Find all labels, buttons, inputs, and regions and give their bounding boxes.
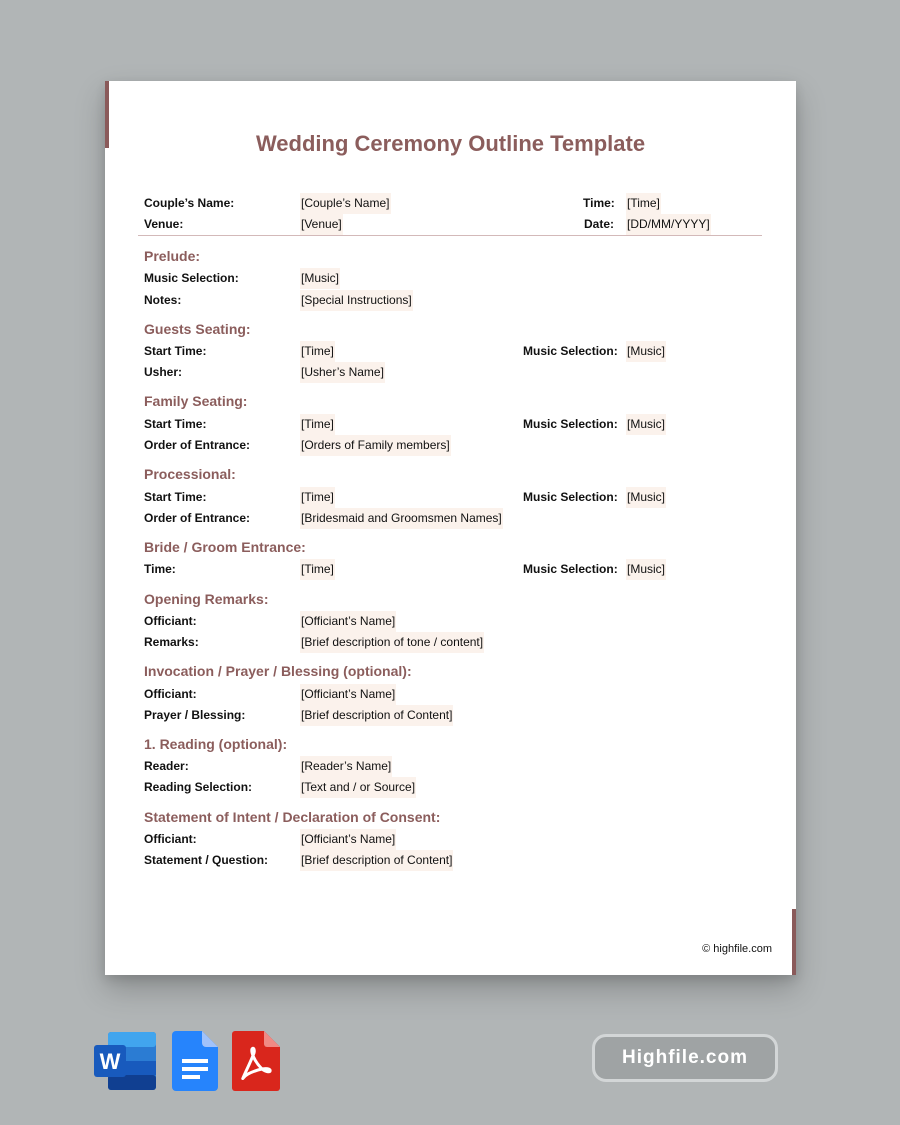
- field-label: Start Time:: [144, 344, 207, 358]
- word-letter: W: [99, 1049, 121, 1074]
- section-row: [105, 829, 796, 850]
- section-row: [105, 290, 796, 311]
- field-value: [Time]: [300, 559, 335, 580]
- section-title-family-seating: Family Seating:: [144, 393, 248, 409]
- field-label: Music Selection:: [144, 271, 239, 285]
- document-page: [105, 81, 796, 975]
- venue-value: [Venue]: [300, 214, 343, 235]
- field-value: [Officiant’s Name]: [300, 684, 396, 705]
- field-label: Reader:: [144, 759, 189, 773]
- date-label: Date:: [584, 217, 615, 231]
- field-label-secondary: Music Selection:: [523, 344, 618, 358]
- date-value: [DD/MM/YYYY]: [626, 214, 711, 235]
- field-label: Start Time:: [144, 490, 207, 504]
- field-value: [Special Instructions]: [300, 290, 413, 311]
- field-value-secondary: [Music]: [626, 414, 666, 435]
- field-value: [Brief description of Content]: [300, 850, 453, 871]
- venue-label: Venue:: [144, 217, 184, 231]
- field-label: Start Time:: [144, 417, 207, 431]
- section-title-opening-remarks: Opening Remarks:: [144, 591, 269, 607]
- section-row: [105, 435, 796, 456]
- field-value: [Time]: [300, 341, 335, 362]
- section-row: [105, 341, 796, 362]
- field-label: Officiant:: [144, 832, 197, 846]
- section-row: [105, 268, 796, 289]
- field-value: [Text and / or Source]: [300, 777, 416, 798]
- accent-bar-bottom: [792, 909, 796, 975]
- couples-name-label: Couple’s Name:: [144, 196, 235, 210]
- section-row: [105, 487, 796, 508]
- section-row: [105, 684, 796, 705]
- document-title: Wedding Ceremony Outline Template: [255, 131, 646, 156]
- section-row: [105, 850, 796, 871]
- field-label: Usher:: [144, 365, 183, 379]
- pdf-icon[interactable]: [232, 1031, 280, 1091]
- field-label: Prayer / Blessing:: [144, 708, 246, 722]
- highfile-brand-button[interactable]: Highfile.com: [592, 1034, 778, 1082]
- section-row: [105, 414, 796, 435]
- field-label: Officiant:: [144, 687, 197, 701]
- field-label: Time:: [144, 562, 176, 576]
- field-value: [Music]: [300, 268, 340, 289]
- field-label: Order of Entrance:: [144, 511, 251, 525]
- field-value: [Officiant’s Name]: [300, 829, 396, 850]
- field-value-secondary: [Music]: [626, 559, 666, 580]
- field-label: Statement / Question:: [144, 853, 269, 867]
- field-label-secondary: Music Selection:: [523, 490, 618, 504]
- time-value: [Time]: [626, 193, 661, 214]
- section-row: [105, 611, 796, 632]
- field-value: [Reader’s Name]: [300, 756, 392, 777]
- field-label-secondary: Music Selection:: [523, 417, 618, 431]
- field-value: [Officiant’s Name]: [300, 611, 396, 632]
- section-row: [105, 362, 796, 383]
- field-value: [Brief description of Content]: [300, 705, 453, 726]
- couples-name-value: [Couple’s Name]: [300, 193, 391, 214]
- field-label: Reading Selection:: [144, 780, 253, 794]
- section-title-invocation: Invocation / Prayer / Blessing (optional):: [144, 663, 412, 679]
- section-title-bride-groom-entrance: Bride / Groom Entrance:: [144, 539, 306, 555]
- section-row: [105, 777, 796, 798]
- field-value-secondary: [Music]: [626, 487, 666, 508]
- section-title-prelude: Prelude:: [144, 248, 201, 264]
- field-label: Officiant:: [144, 614, 197, 628]
- word-icon[interactable]: [94, 1031, 158, 1091]
- section-title-processional: Processional:: [144, 466, 236, 482]
- field-value: [Time]: [300, 487, 335, 508]
- header-row-couple: [105, 193, 796, 214]
- section-row: [105, 559, 796, 580]
- section-row: [105, 705, 796, 726]
- field-value: [Bridesmaid and Groomsmen Names]: [300, 508, 503, 529]
- field-label-secondary: Music Selection:: [523, 562, 618, 576]
- field-value: [Brief description of tone / content]: [300, 632, 484, 653]
- section-row: [105, 756, 796, 777]
- header-divider: [138, 235, 762, 236]
- field-label: Notes:: [144, 293, 182, 307]
- section-title-guests-seating: Guests Seating:: [144, 321, 251, 337]
- section-title-reading: 1. Reading (optional):: [144, 736, 288, 752]
- time-label: Time:: [583, 196, 615, 210]
- field-value: [Usher’s Name]: [300, 362, 385, 383]
- field-value: [Orders of Family members]: [300, 435, 451, 456]
- copyright-text: © highfile.com: [702, 943, 772, 955]
- google-docs-icon[interactable]: [172, 1031, 218, 1091]
- field-value-secondary: [Music]: [626, 341, 666, 362]
- section-row: [105, 632, 796, 653]
- field-label: Remarks:: [144, 635, 199, 649]
- section-row: [105, 508, 796, 529]
- field-value: [Time]: [300, 414, 335, 435]
- section-title-statement-of-intent: Statement of Intent / Declaration of Consent:: [144, 809, 441, 825]
- field-label: Order of Entrance:: [144, 438, 251, 452]
- header-row-venue: [105, 214, 796, 235]
